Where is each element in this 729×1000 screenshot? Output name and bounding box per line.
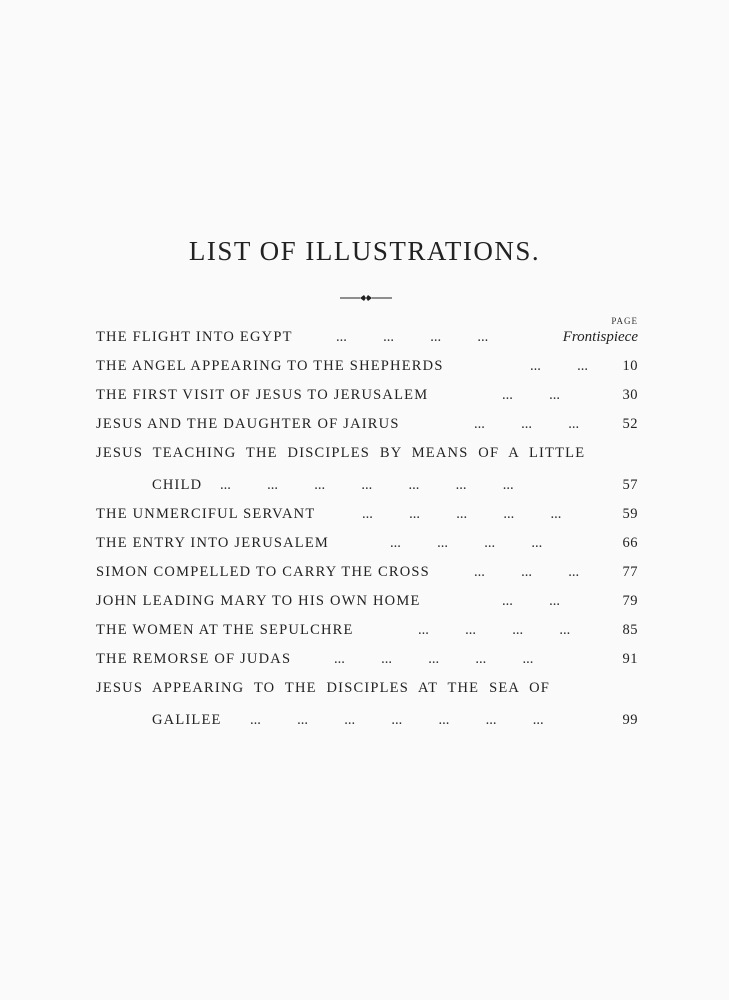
list-item (96, 680, 638, 702)
illustration-title: GALILEE (152, 712, 222, 728)
dot-leader: ... ... (530, 358, 588, 374)
illustration-title: THE UNMERCIFUL SERVANT (96, 506, 316, 522)
dot-leader: ... ... ... ... ... ... ... (220, 477, 514, 493)
illustration-title: THE WOMEN AT THE SEPULCHRE (96, 622, 354, 638)
list-item (96, 329, 638, 351)
page-reference: Frontispiece (562, 329, 638, 345)
illustration-title: JESUS AND THE DAUGHTER OF JAIRUS (96, 416, 400, 432)
list-item (96, 535, 638, 557)
page-reference: 52 (622, 416, 638, 432)
illustration-title: THE FLIGHT INTO EGYPT (96, 329, 293, 345)
list-item (96, 712, 638, 734)
dot-leader: ... ... ... ... (336, 329, 489, 345)
page-reference: 79 (622, 593, 638, 609)
page-title: LIST OF ILLUSTRATIONS. (188, 236, 541, 266)
page-reference: 91 (622, 651, 638, 667)
page-reference: 30 (622, 387, 638, 403)
dot-leader: ... ... ... ... (418, 622, 571, 638)
dot-leader: ... ... ... (474, 564, 580, 580)
list-item (96, 445, 638, 467)
list-item (96, 477, 638, 499)
list-item (96, 506, 638, 528)
page-reference: 10 (622, 358, 638, 374)
dot-leader: ... ... (502, 387, 560, 403)
page-reference: 77 (622, 564, 638, 580)
page-reference: 85 (622, 622, 638, 638)
list-item (96, 564, 638, 586)
page-column-label: PAGE (611, 316, 638, 326)
dot-leader: ... ... ... (474, 416, 580, 432)
ornamental-rule-icon (340, 292, 392, 304)
list-item (96, 358, 638, 380)
list-item (96, 593, 638, 615)
illustration-title: CHILD (152, 477, 203, 493)
illustration-title: JESUS APPEARING TO THE DISCIPLES AT THE SEA OF (96, 680, 551, 696)
list-item (96, 416, 638, 438)
illustration-title: SIMON COMPELLED TO CARRY THE CROSS (96, 564, 430, 580)
dot-leader: ... ... ... ... ... ... ... (250, 712, 544, 728)
illustration-title: THE ANGEL APPEARING TO THE SHEPHERDS (96, 358, 444, 374)
illustration-title: JESUS TEACHING THE DISCIPLES BY MEANS OF A LITTLE (96, 445, 586, 461)
illustration-title: THE REMORSE OF JUDAS (96, 651, 292, 667)
list-item (96, 651, 638, 673)
dot-leader: ... ... ... ... ... (362, 506, 562, 522)
illustration-title: THE ENTRY INTO JERUSALEM (96, 535, 330, 551)
list-item (96, 387, 638, 409)
page-reference: 66 (622, 535, 638, 551)
page-reference: 59 (622, 506, 638, 522)
dot-leader: ... ... (502, 593, 560, 609)
list-item (96, 622, 638, 644)
illustration-title: JOHN LEADING MARY TO HIS OWN HOME (96, 593, 421, 609)
page-reference: 57 (622, 477, 638, 493)
illustration-title: THE FIRST VISIT OF JESUS TO JERUSALEM (96, 387, 429, 403)
dot-leader: ... ... ... ... ... (334, 651, 534, 667)
page-reference: 99 (622, 712, 638, 728)
dot-leader: ... ... ... ... (390, 535, 543, 551)
